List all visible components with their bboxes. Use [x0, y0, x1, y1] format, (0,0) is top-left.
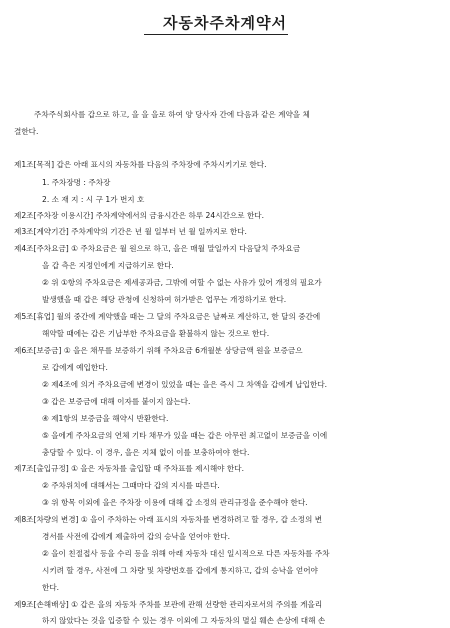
article-6-heading: 제6조[보증금] ① 을은 채무를 보증하기 위해 주차요금 6개월분 상당금액 원을 보증금으	[14, 346, 303, 355]
article-4-line: 을 갑 측은 지정인에게 지급하기로 한다.	[42, 261, 174, 270]
article-6-line: ② 제4조에 의거 주차요금에 변경이 있었을 때는 을은 즉시 그 차액을 갑에게 납입한다.	[42, 380, 328, 389]
title-underline	[144, 34, 288, 35]
article-6-line: 로 갑에게 예입한다.	[42, 363, 108, 372]
article-1-item: 1. 주차장명 : 주차장	[42, 178, 111, 187]
article-8-heading: 제8조[차량의 변경] ① 을이 주차하는 아래 표시의 자동차를 변경하려고 할 경우, 갑 소정의 변	[14, 515, 323, 524]
article-7-line: ② 주차위치에 대해서는 그때마다 갑의 지시를 따른다.	[42, 481, 220, 490]
article-4-line: ② 위 ①항의 주차요금은 제세공과금, 그밖에 여할 수 없는 사유가 있어 개정의 필요가	[42, 278, 322, 287]
article-6-line: 충당할 수 있다. 이 경우, 을은 지체 없이 이를 보충하여야 한다.	[42, 448, 250, 457]
article-4-line: 발생했을 때 갑은 해당 관청에 신청하여 허가받은 업무는 개정하기로 한다.	[42, 295, 287, 304]
article-7-line: ③ 위 항목 이외에 을은 주차장 이용에 대해 갑 소정의 관리규정을 준수해야 한다.	[42, 498, 308, 507]
article-1-heading: 제1조[목적] 갑은 아래 표시의 자동차를 다음의 주차장에 주차시키기로 한다.	[14, 160, 267, 169]
article-4-heading: 제4조[주차요금] ① 주차요금은 월 원으로 하고, 을은 매월 말일까지 다음달치 주차요금	[14, 244, 301, 253]
article-1-item: 2. 소 재 지 : 시 구 1가 번지 호	[42, 195, 145, 204]
article-6-line: ④ 제1항의 보증금을 해약시 반환한다.	[42, 414, 169, 423]
article-8-line: 한다.	[42, 583, 60, 592]
article-6-line: ⑤ 을에게 주차요금의 연체 기타 채무가 있을 때는 갑은 아무런 최고없이 보증금을 이에	[42, 431, 328, 440]
article-6-line: ③ 갑은 보증금에 대해 이자를 붙이지 않는다.	[42, 397, 191, 406]
article-3: 제3조[계약기간] 주차계약의 기간은 년 월 일부터 년 월 일까지로 한다.	[14, 227, 247, 236]
document-title: 자동차주차계약서	[163, 14, 287, 32]
intro-line: 주차주식회사를 갑으로 하고, 을 을 을로 하여 양 당사자 간에 다음과 같은 계약을 체	[34, 110, 310, 119]
article-8-line: ② 을이 친절접사 등을 수리 등을 위해 아래 자동차 대신 일시적으로 다른 자동차를 주차	[42, 549, 330, 558]
article-2: 제2조[주차장 이용시간] 주차계약에서의 금융시간은 하루 24시간으로 한다.	[14, 211, 265, 220]
article-5-heading: 제5조[휴업] 월의 중간에 계약했을 때는 그 달의 주차요금은 날짜로 계산하고, 한 달의 중간에	[14, 312, 321, 321]
intro-line: 결한다.	[14, 127, 39, 136]
article-7-heading: 제7조[출입규정] ① 을은 자동차를 출입할 때 주차표를 제시해야 한다.	[14, 464, 245, 473]
article-5-line: 해약할 때에는 갑은 기납부한 주차요금을 환불하지 않는 것으로 한다.	[42, 329, 270, 338]
article-9-heading: 제9조[손해배상] ① 갑은 을의 자동차 주차를 보관에 관해 선량한 관리자로서의 주의를 게을리	[14, 600, 323, 609]
article-9-line: 하지 않았다는 것을 입증할 수 있는 경우 이외에 그 자동차의 멸실 훼손 손상에 대해 손	[42, 616, 326, 625]
article-8-line: 경서를 사전에 갑에게 제출하여 갑의 승낙을 얻어야 한다.	[42, 532, 231, 541]
article-8-line: 시키려 할 경우, 사전에 그 차량 및 차량번호를 갑에게 통지하고, 갑의 승낙을 얻어야	[42, 566, 318, 575]
